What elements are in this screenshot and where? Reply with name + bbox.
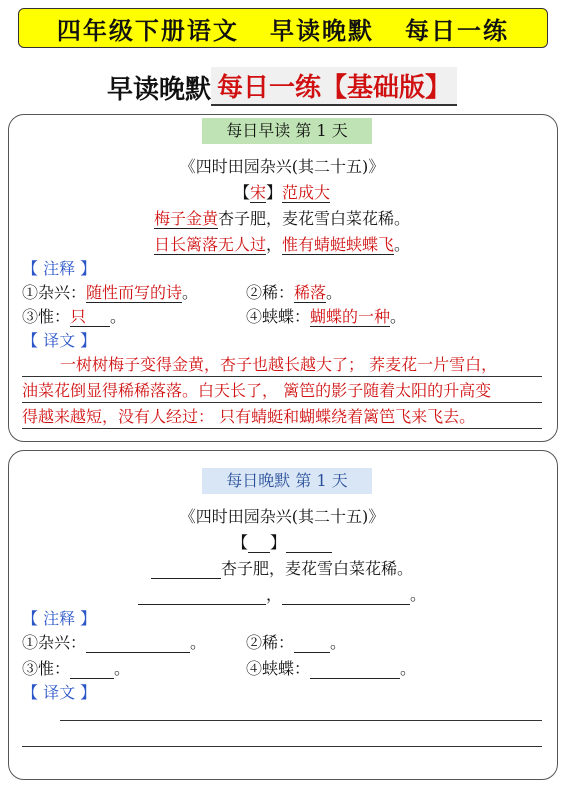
- evening-translation-rule-2[interactable]: [22, 746, 542, 747]
- dynasty: 宋: [249, 183, 266, 202]
- morning-tag: 每日早读 第 1 天: [202, 118, 372, 144]
- translation-line-2: 油菜花倒显得稀稀落落。白天长了， 篱笆的影子随着太阳的升高变: [22, 381, 492, 400]
- evening-note-4: [246, 656, 416, 679]
- evening-translation-label: 【 译文 】: [22, 683, 97, 702]
- bracket-right: 】: [270, 533, 287, 552]
- page-title: [0, 64, 564, 106]
- line2-answer-b: 惟有蜻蜓蛱蝶飞: [282, 235, 395, 254]
- author: 范成大: [282, 183, 331, 202]
- line2-blank-a[interactable]: [138, 586, 266, 605]
- morning-note-2: [246, 280, 342, 303]
- morning-poem-title: 《四时田园杂兴(其二十五)》: [179, 157, 385, 176]
- evening-note-3: [22, 656, 130, 679]
- note4-blank[interactable]: [310, 660, 400, 679]
- note3-label: ③惟：: [22, 659, 71, 678]
- translation-rule-3: [22, 428, 542, 429]
- morning-author-line: [0, 180, 564, 203]
- morning-note-1: [22, 280, 198, 303]
- line2-period: 。: [410, 585, 427, 604]
- note3-end: 。: [110, 307, 127, 326]
- evening-poem-line-2: [0, 582, 564, 605]
- note3-label: ③惟：: [22, 307, 71, 326]
- line2-comma: ，: [265, 585, 282, 604]
- line2-answer-a: 日长篱落无人过: [153, 235, 266, 254]
- note3-value: 只: [70, 307, 110, 327]
- translation-line-3: 得越来越短，没有人经过： 只有蜻蜓和蝴蝶绕着篱笆飞来飞去。: [22, 407, 476, 426]
- line1-blank[interactable]: [151, 560, 221, 579]
- translation-line-1: 一树树梅子变得金黄，杏子也越长越大了； 荞麦花一片雪白，: [60, 355, 498, 374]
- evening-notes-label: 【 注释 】: [22, 609, 97, 628]
- author-blank[interactable]: [286, 534, 332, 553]
- note2-label: ②稀：: [246, 283, 295, 302]
- note1-end: 。: [190, 633, 207, 652]
- dynasty-blank[interactable]: [248, 534, 270, 553]
- bracket-left: 【: [233, 183, 250, 202]
- note4-label: ④蛱蝶：: [246, 659, 311, 678]
- translation-rule-1: [22, 376, 542, 377]
- evening-translation-rule-1[interactable]: [60, 720, 542, 721]
- line2-blank-b[interactable]: [282, 586, 410, 605]
- note2-end: 。: [330, 633, 347, 652]
- morning-poem-line-1: [0, 206, 564, 229]
- line1-rest: 杏子肥，麦花雪白菜花稀。: [218, 209, 411, 228]
- translation-rule-2: [22, 402, 542, 403]
- evening-author-line: [0, 530, 564, 553]
- line2-comma: ，: [265, 235, 282, 254]
- note4-label: ④蛱蝶：: [246, 307, 311, 326]
- line1-rest: 杏子肥，麦花雪白菜花稀。: [220, 559, 413, 578]
- bracket-left: 【: [231, 533, 248, 552]
- note4-end: 。: [400, 659, 417, 678]
- note1-value: 随性而写的诗: [86, 283, 183, 302]
- note3-end: 。: [114, 659, 131, 678]
- morning-note-3: [22, 304, 126, 327]
- evening-poem-line-1: [0, 556, 564, 579]
- note4-value: 蝴蝶的一种: [310, 307, 391, 326]
- note1-label: ①杂兴：: [22, 283, 87, 302]
- morning-notes-label: 【 注释 】: [22, 259, 97, 278]
- morning-translation-label: 【 译文 】: [22, 331, 97, 350]
- line1-blank-answer: 梅子金黄: [153, 209, 218, 228]
- note2-blank[interactable]: [294, 634, 330, 653]
- evening-poem-title: 《四时田园杂兴(其二十五)》: [179, 507, 385, 526]
- line2-period: 。: [394, 235, 411, 254]
- title-right: 每日一练【基础版】: [211, 67, 457, 106]
- note2-value: 稀落: [294, 283, 327, 302]
- note2-label: ②稀：: [246, 633, 295, 652]
- note1-end: 。: [182, 283, 199, 302]
- morning-note-4: [246, 304, 406, 327]
- header-banner: 四年级下册语文 早读晚默 每日一练: [18, 8, 548, 48]
- evening-tag: 每日晚默 第 1 天: [202, 468, 372, 494]
- note2-end: 。: [326, 283, 343, 302]
- note4-end: 。: [390, 307, 407, 326]
- note3-blank[interactable]: [70, 660, 114, 679]
- evening-note-2: [246, 630, 346, 653]
- bracket-right: 】: [266, 183, 283, 202]
- evening-note-1: [22, 630, 206, 653]
- morning-poem-line-2: [0, 232, 564, 255]
- note1-blank[interactable]: [86, 634, 190, 653]
- title-left: 早读晚默: [106, 75, 211, 105]
- note1-label: ①杂兴：: [22, 633, 87, 652]
